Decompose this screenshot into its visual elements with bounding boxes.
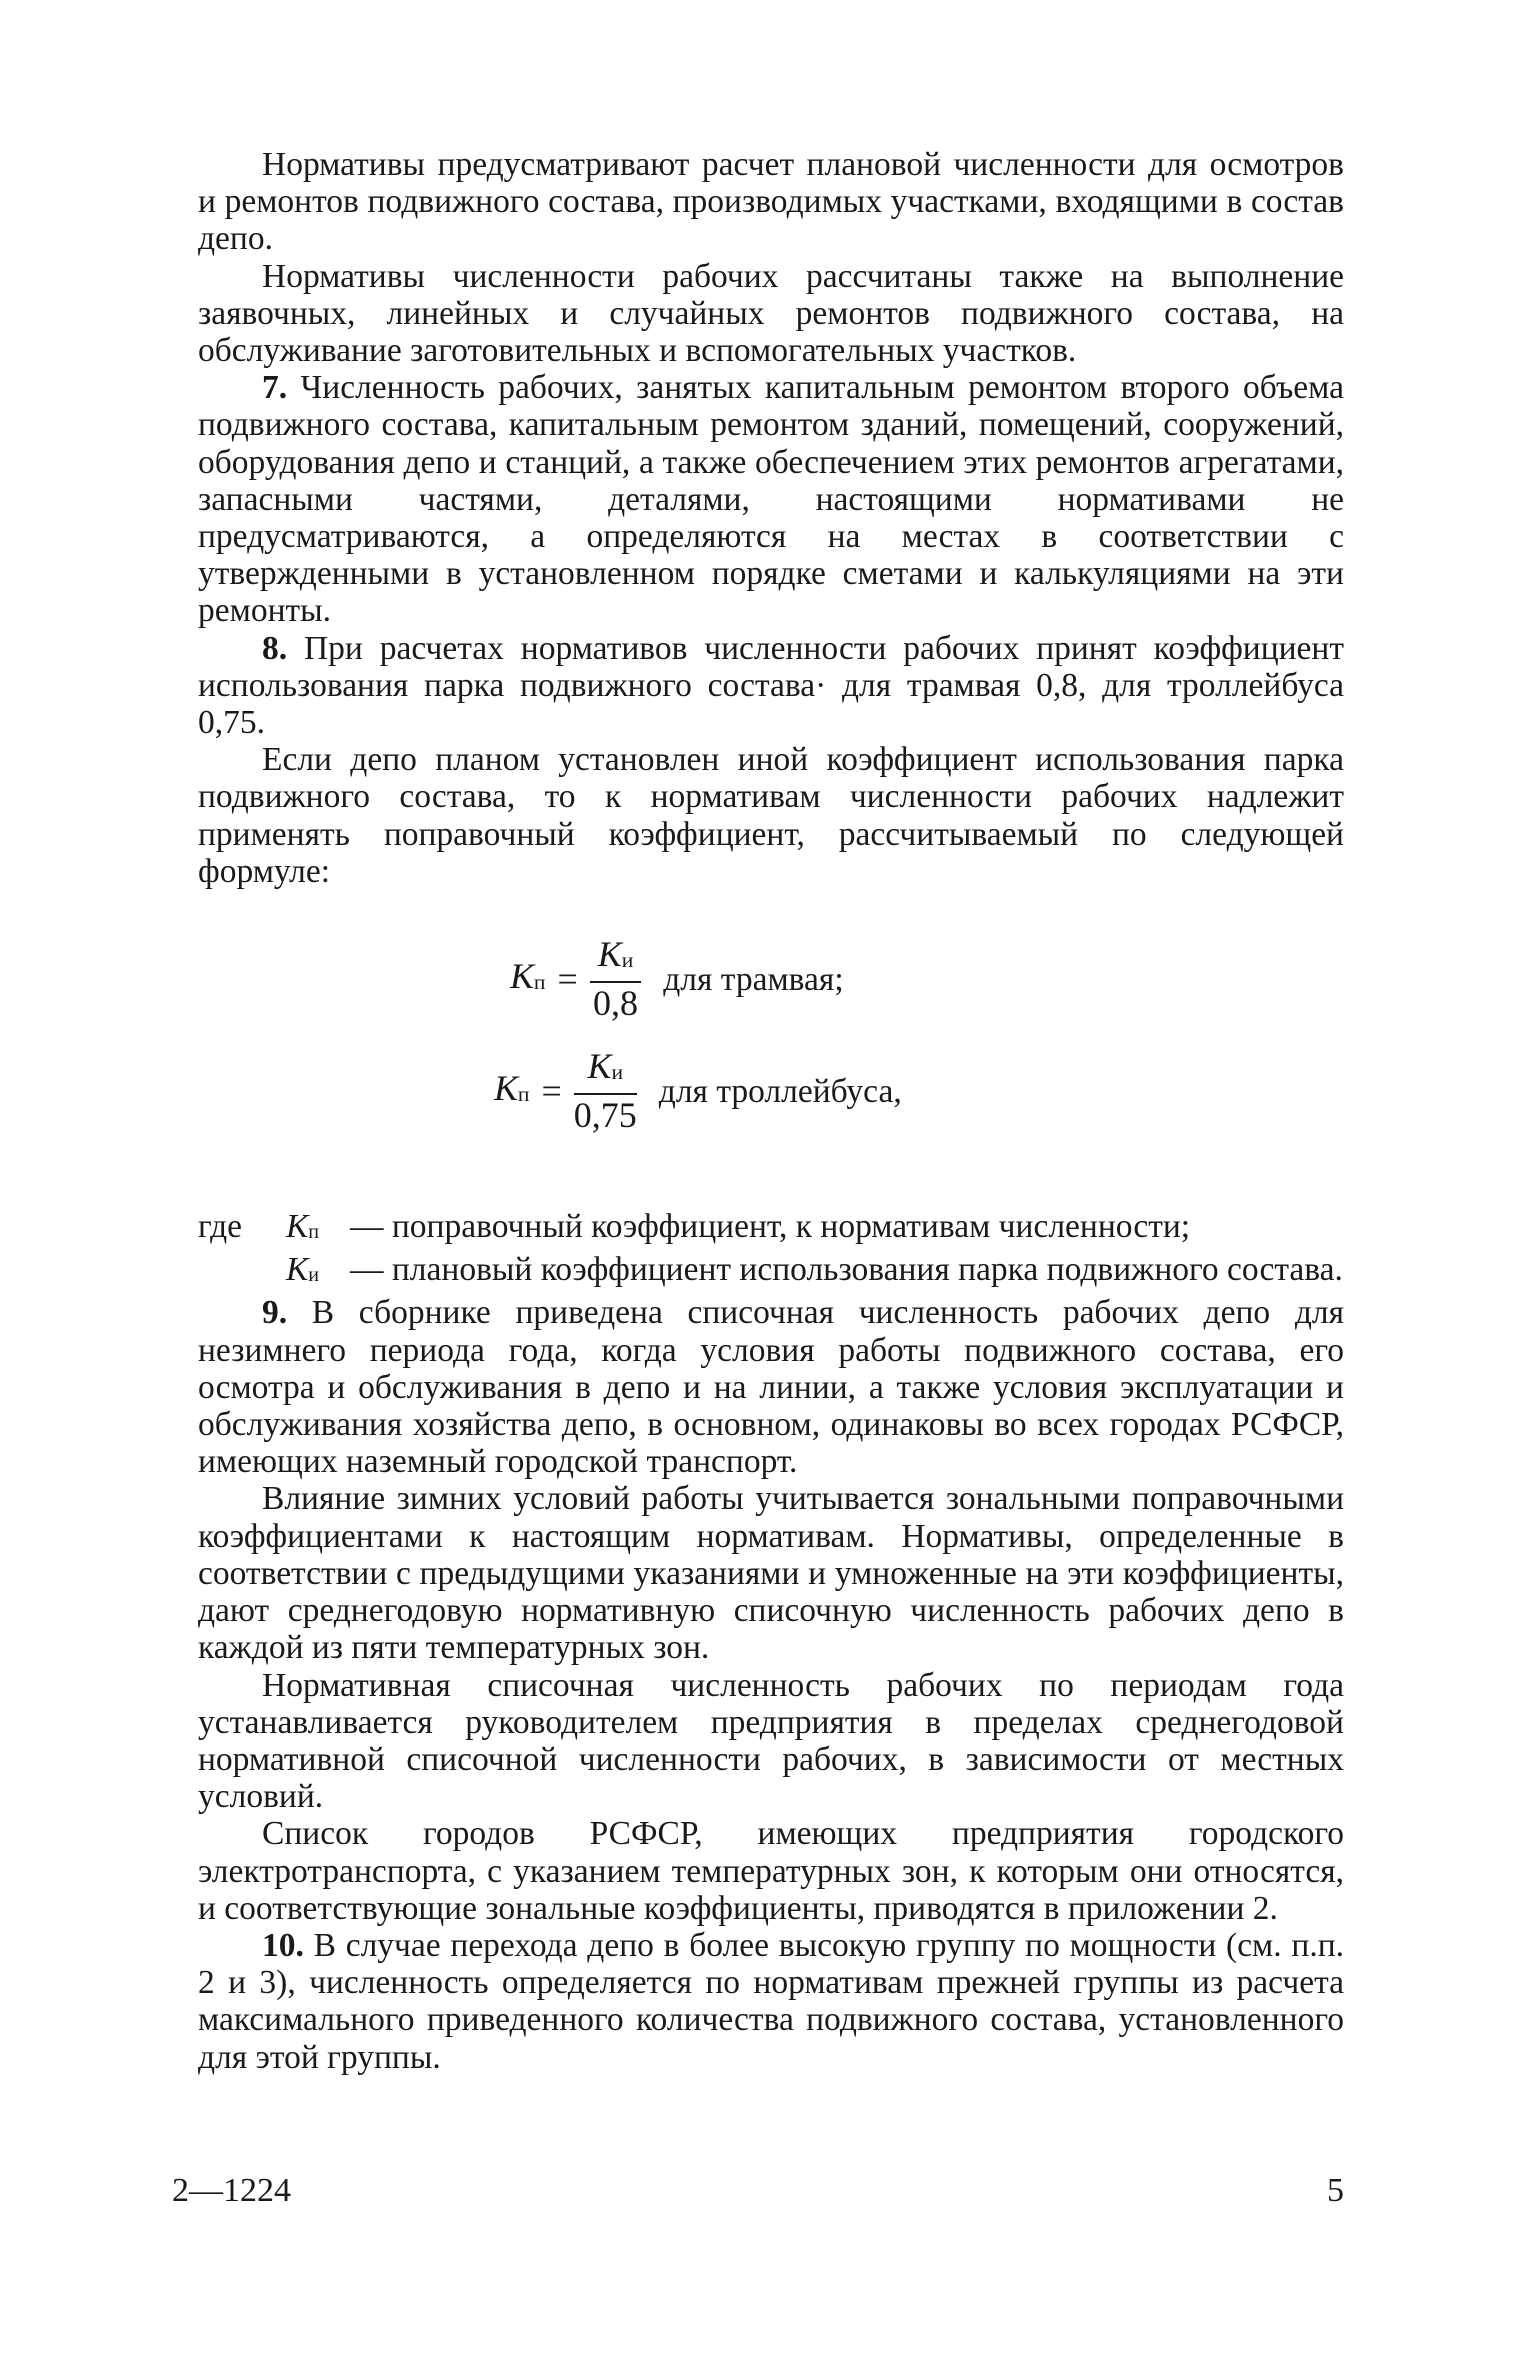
symbol: $К_п$ — [286, 1208, 320, 1246]
paragraph: Список городов РСФСР, имеющих предприятия городского электротранспорта, с указанием температурных зон, к которым они относятся, и соответствующие зональные коэффициенты, приводятся в приложении 2. — [198, 1815, 1344, 1927]
definitions — [198, 1208, 1344, 1294]
item-text: Численность рабочих, занятых капитальным ремонтом второго объема подвижного состава, капитальным ремонтом зданий, помещений, сооружений, оборудования депо и станций, а также обеспечением этих ремонтов агрегатами, запасными частями, деталями, настоящими нормативами не предусматриваются, а определяются на местах в соответствии с утвержденными в установленном порядке сметами и калькуляциями на эти ремонты. — [198, 369, 1344, 630]
symbol: $К_и$ — [286, 1251, 320, 1289]
item-text: В случае перехода депо в более высокую группу по мощности (см. п.п. 2 и 3), численность определяется по нормативам прежней группы из расчета максимального приведенного количества подвижного состава, установленного для этой группы. — [198, 1926, 1344, 2076]
formula-lhs: $К_п$ — [510, 955, 546, 996]
definition-text: — плановый коэффициент использования парка подвижного состава. — [350, 1251, 1343, 1289]
item-10 — [198, 1927, 1344, 2076]
paragraph: Влияние зимних условий работы учитывается зональными поправочными коэффициентами к настоящим нормативам. Нормативы, определенные в соответствии с предыдущими указаниями и умноженные на эти коэффициенты, дают среднегодовую нормативную списочную численность рабочих депо в каждой из пяти температурных зон. — [198, 1480, 1344, 1667]
definition-row — [198, 1251, 1344, 1294]
formula-trolleybus — [494, 1048, 902, 1134]
formula-block — [198, 936, 1344, 1208]
formula-desc: для трамвая; — [663, 960, 844, 998]
numerator: $К_и$ — [587, 1046, 624, 1087]
definition-text: — поправочный коэффициент, к нормативам численности; — [350, 1208, 1191, 1246]
paragraph: Нормативная списочная численность рабочих по периодам года устанавливается руководителем предприятия в пределах среднегодовой нормативной списочной численности рабочих, в зависимости от местных условий. — [198, 1666, 1344, 1816]
fraction — [574, 1048, 637, 1134]
paragraph: Если депо планом установлен иной коэффициент использования парка подвижного состава, то к нормативам численности рабочих надлежит применять поправочный коэффициент, рассчитываемый по следующей формуле: — [198, 741, 1344, 890]
item-text: В сборнике приведена списочная численность рабочих депо для незимнего периода года, когда условия работы подвижного состава, его осмотра и обслуживания в депо и на линии, а также условия эксплуатации и обслуживания хозяйства депо, в основном, одинаковы во всех городах РСФСР, имеющих наземный городской транспорт. — [198, 1294, 1344, 1481]
paragraph: Нормативы предусматривают расчет плановой численности для осмотров и ремонтов подвижного состава, производимых участками, входящими в состав депо. — [198, 146, 1344, 258]
item-number: 7. — [262, 369, 288, 407]
item-9 — [198, 1294, 1344, 1480]
numerator: $К_и$ — [597, 934, 634, 975]
item-number: 10. — [262, 1926, 304, 1964]
denominator: 0,8 — [593, 983, 639, 1024]
page-number: 5 — [1327, 2172, 1344, 2209]
body-text — [198, 146, 1344, 2076]
equals-sign: = — [541, 1070, 562, 1111]
item-number: 9. — [262, 1294, 288, 1332]
formula-desc: для троллейбуса, — [658, 1072, 902, 1110]
where-label: где — [198, 1208, 242, 1246]
item-text: При расчетах нормативов численности рабочих принят коэффициент использования парка подвижного состава· для трамвая 0,8, для троллейбуса 0,75. — [198, 629, 1344, 742]
item-number: 8. — [262, 629, 288, 667]
denominator: 0,75 — [573, 1095, 637, 1136]
item-8 — [198, 630, 1344, 742]
print-code: 2—1224 — [172, 2172, 291, 2209]
item-7 — [198, 369, 1344, 629]
formula-tram — [510, 936, 844, 1022]
definition-row — [198, 1208, 1344, 1251]
fraction — [590, 936, 641, 1022]
paragraph: Нормативы численности рабочих рассчитаны также на выполнение заявочных, линейных и случайных ремонтов подвижного состава, на обслуживание заготовительных и вспомогательных участков. — [198, 257, 1344, 370]
equals-sign: = — [557, 958, 578, 999]
formula-lhs: $К_п$ — [494, 1067, 530, 1108]
